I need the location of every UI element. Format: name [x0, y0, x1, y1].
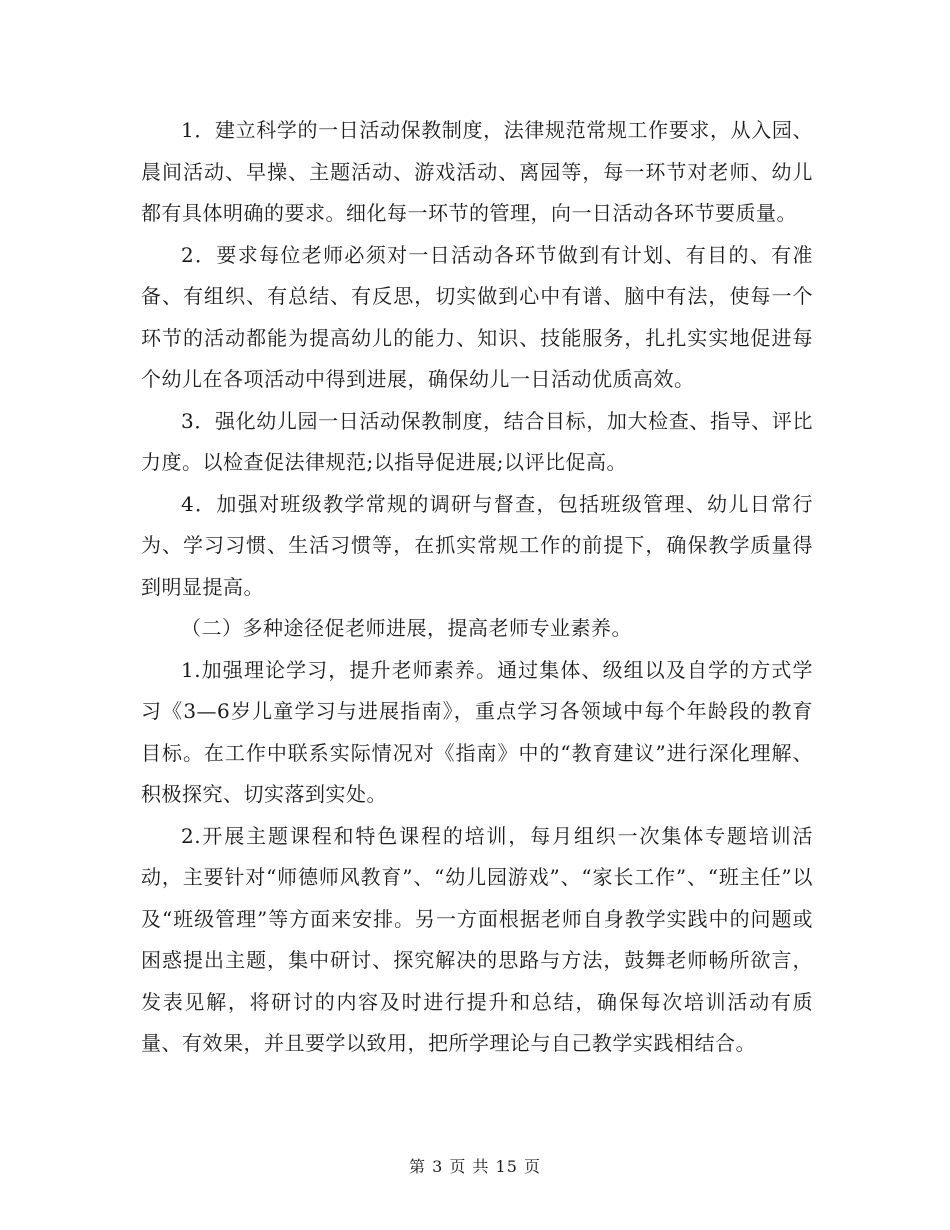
paragraph-6: 2.开展主题课程和特色课程的培训，每月组织一次集体专题培训活动，主要针对“师德师风教育”、“幼儿园游戏”、“家长工作”、“班主任”以及“班级管理”等方面来安排。另一方面根据老师自身教学实践中的问题或困惑提出主题，集中研讨、探究解决的思路与方法，鼓舞老师畅所欲言，发表见解，将研讨的内容及时进行提升和总结，确保每次培训活动有质量、有效果，并且要学以致用，把所学理论与自己教学实践相结合。: [141, 823, 813, 1055]
paragraph-3: 3．强化幼儿园一日活动保教制度，结合目标，加大检查、指导、评比力度。以检查促法律规范;以指导促进展;以评比促高。: [141, 408, 813, 474]
paragraph-1: 1．建立科学的一日活动保教制度，法律规范常规工作要求，从入园、晨间活动、早操、主题活动、游戏活动、离园等，每一环节对老师、幼儿都有具体明确的要求。细化每一环节的管理，向一日活动各环节要质量。: [141, 118, 813, 225]
document-body: [141, 110, 813, 1065]
paragraph-4: 4．加强对班级教学常规的调研与督查，包括班级管理、幼儿日常行为、学习习惯、生活习惯等，在抓实常规工作的前提下，确保教学质量得到明显提高。: [141, 491, 813, 599]
page-number-footer: 第 3 页 共 15 页: [409, 1157, 541, 1176]
paragraph-2: 2．要求每位老师必须对一日活动各环节做到有计划、有目的、有准备、有组织、有总结、有反思，切实做到心中有谱、脑中有法，使每一个环节的活动都能为提高幼儿的能力、知识、技能服务，扎扎实实地促进每个幼儿在各项活动中得到进展，确保幼儿一日活动优质高效。: [141, 242, 813, 391]
section-heading: （二）多种途径促老师进展，提高老师专业素养。: [181, 616, 632, 640]
paragraph-5: 1.加强理论学习，提升老师素养。通过集体、级组以及自学的方式学习《3—6岁儿童学习与进展指南》，重点学习各领域中每个年龄段的教育目标。在工作中联系实际情况对《指南》中的“教育建议”进行深化理解、积极探究、切实落到实处。: [141, 657, 813, 806]
